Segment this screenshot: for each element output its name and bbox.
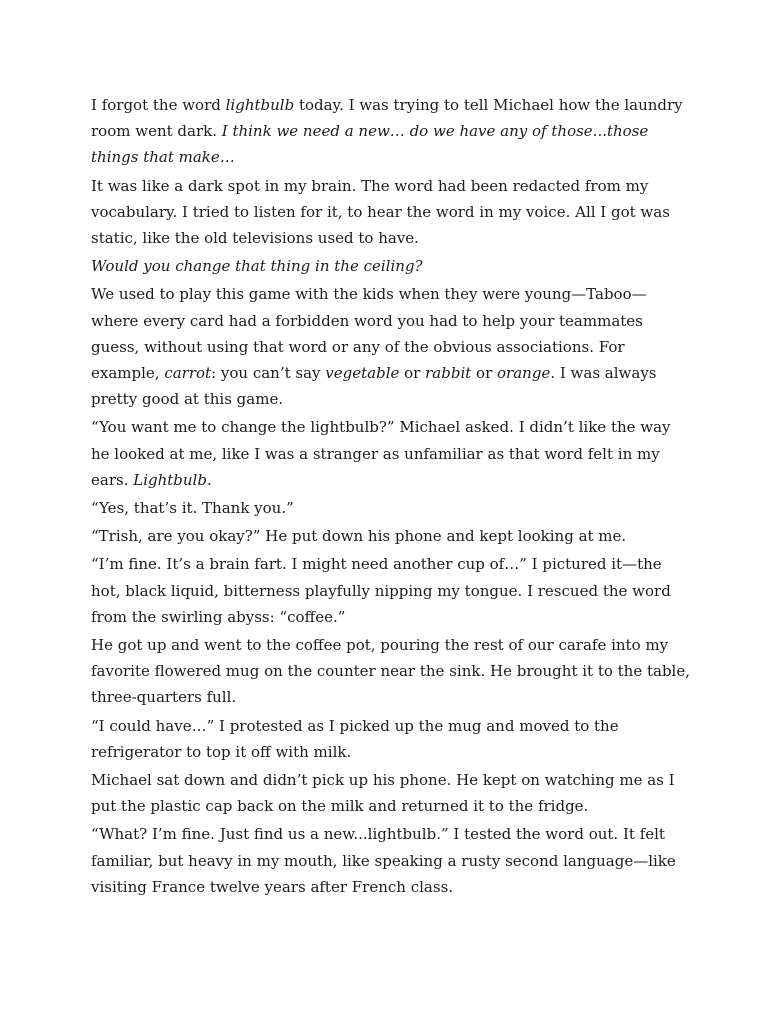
text-run: “Trish, are you okay?” He put down his phone and kept looking at me. xyxy=(91,527,627,546)
text-run: “You want me to change the lightbulb?” Michael asked. I didn’t like the way he looked at me, like I was a stranger as unfamiliar as that word felt in my ears. xyxy=(91,418,671,489)
text-run: It was like a dark spot in my brain. The word had been redacted from my vocabulary. I tried to listen for it, to hear the word in my voice. All I got was static, like the old televisions used to have. xyxy=(91,176,670,248)
text-run: I forgot the word xyxy=(91,96,226,114)
text-run: “What? I’m fine. Just find us a new...lightbulb.” I tested the word out. It felt familiar, but heavy in my mouth, like speaking a rusty second language—like visiting France twelve years after French class. xyxy=(91,825,676,896)
text-run: “Yes, that’s it. Thank you.” xyxy=(91,499,294,518)
italic-text: rabbit xyxy=(425,364,472,383)
text-run: today. I was trying to tell Michael how the laundry room went dark. xyxy=(91,96,683,141)
italic-text: carrot xyxy=(164,364,212,383)
italic-text: Lightbulb xyxy=(133,470,207,489)
document-page xyxy=(91,92,691,902)
text-run: He got up and went to the coffee pot, pouring the rest of our carafe into my favorite flowered mug on the counter near the sink. He brought it to the table, three-quarters full. xyxy=(91,636,691,707)
italic-text: Would you change that thing in the ceiling? xyxy=(91,257,423,276)
text-run: . xyxy=(206,470,212,489)
text-run: . I was always pretty good at this game. xyxy=(91,364,657,409)
text-run: or xyxy=(399,364,426,383)
paragraph xyxy=(91,495,691,521)
paragraph xyxy=(91,632,691,711)
paragraph xyxy=(91,414,691,493)
paragraph xyxy=(91,173,691,252)
paragraph xyxy=(91,281,691,412)
text-run: : you can’t say xyxy=(211,364,326,383)
text-run: We used to play this game with the kids when they were young—Taboo—where every card had a forbidden word you had to help your teammates guess, without using that word or any of the obvious associations. For example, xyxy=(91,285,647,383)
text-run: “I’m fine. It’s a brain fart. I might need another cup of…” I pictured it—the hot, black liquid, bitterness playfully nipping my tongue. I rescued the word from the swirling abyss: “coffee.” xyxy=(91,555,671,626)
italic-text: vegetable xyxy=(325,364,400,383)
paragraph xyxy=(91,523,691,549)
italic-text: orange xyxy=(497,364,551,383)
paragraph xyxy=(91,767,691,819)
italic-text: lightbulb xyxy=(225,96,295,114)
italic-text: I think we need a new… do we have any of those...those things that make… xyxy=(91,122,649,167)
text-run: “I could have…” I protested as I picked up the mug and moved to the refrigerator to top it off with milk. xyxy=(91,716,619,761)
paragraph xyxy=(91,92,691,171)
paragraph xyxy=(91,713,691,765)
paragraph xyxy=(91,551,691,630)
paragraph xyxy=(91,253,691,279)
text-run: Michael sat down and didn’t pick up his phone. He kept on watching me as I put the plastic cap back on the milk and returned it to the fridge. xyxy=(91,771,675,816)
paragraph xyxy=(91,821,691,900)
document-body xyxy=(91,92,691,900)
text-run: or xyxy=(471,364,498,383)
